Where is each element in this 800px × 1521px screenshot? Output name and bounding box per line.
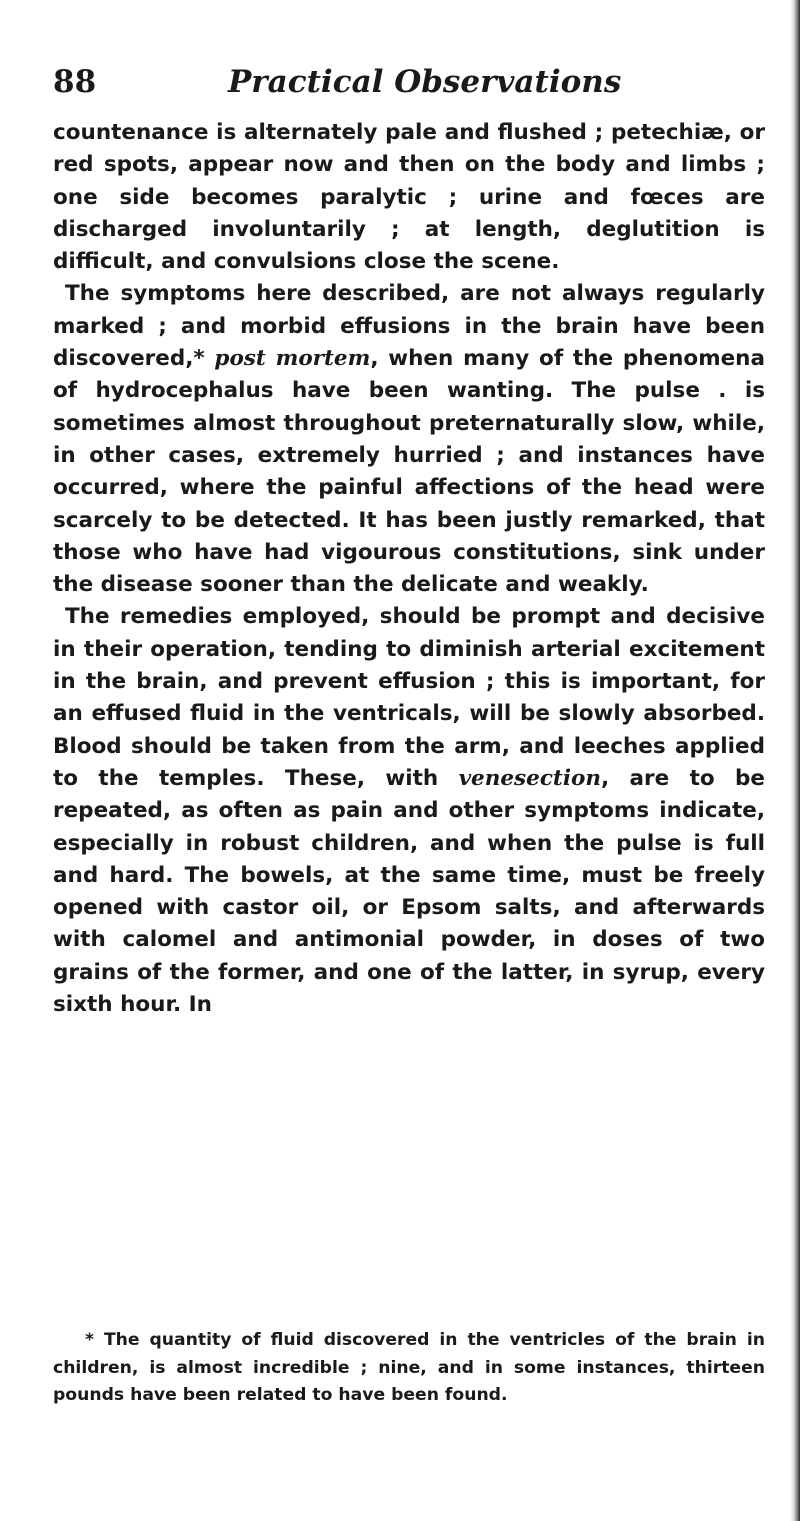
paragraph-1: countenance is alternately pale and flushed ; petechiæ, or red spots, appear now and then on the body and limbs ; one side becomes paralytic ; urine and fœces are discharged involuntarily ; at length, deglutition is difficult, and convulsions close the scene. [53,120,765,275]
italic-venesection: venesection [458,765,601,791]
page-header [53,60,753,104]
paragraph-3-part-b: , are to be repeated, as often as pain and other symptoms indicate, especially in robust children, and when the pulse is full and hard. The bowels, at the same time, must be freely opened with castor oil, or Epsom salts, and afterwards with calomel and antimonial powder, in doses of two grains of the former, and one of the latter, in syrup, every sixth hour. In [53,765,765,1018]
paragraph-3 [53,601,765,1021]
italic-post-mortem: post mortem [214,346,371,372]
paragraph-2 [53,278,765,601]
paragraph-3-part-a: The remedies employed, should be prompt and decisive in their operation, tending to diminish arterial excitement in the brain, and prevent effusion ; this is important, for an effused fluid in the ventricals, will be slowly absorbed. Blood should be taken from the arm, and leeches applied to the temples. These, with [53,604,765,791]
body-text [53,117,765,1021]
footnote: * The quantity of fluid discovered in the ventricles of the brain in children, is almost incredible ; nine, and in some instances, thirteen pounds have been related to have been found. [53,1330,765,1405]
running-title: Practical Observations [228,64,622,100]
paragraph-2-part-a: The symptoms here described, are not always regularly marked ; and morbid effusions in the brain have been discovered,* [53,281,765,372]
page-number: 88 [53,64,97,100]
page-edge-shadow [790,0,800,1521]
paragraph-2-part-b: , when many of the phenomena of hydrocephalus have been wanting. The pulse . is sometimes almost throughout preternaturally slow, while, in other cases, extremely hurried ; and instances have occurred, where the painful affections of the head were scarcely to be detected. It has been justly remarked, that those who have had vigourous constitutions, sink under the disease sooner than the delicate and weakly. [53,346,765,598]
